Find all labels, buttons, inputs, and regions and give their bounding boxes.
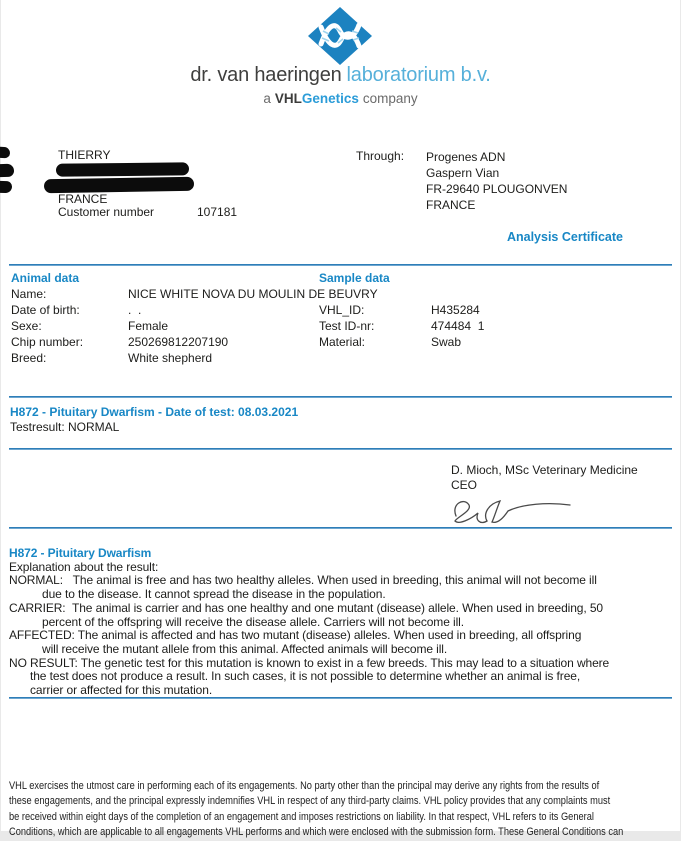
- data-section: [1, 271, 680, 371]
- through-line: Progenes ADN: [426, 150, 506, 164]
- footer-disclaimer: [9, 779, 681, 841]
- redaction-bar: [44, 177, 194, 193]
- through-block: [356, 149, 567, 213]
- redaction-edge-mark: [0, 164, 14, 178]
- lab-title: [1, 64, 680, 87]
- through-label: Through:: [356, 149, 405, 163]
- recipient-name: THIERRY: [58, 148, 111, 162]
- explanation-line-affected: will receive the mutant allele from this animal. Affected animals will become ill.: [42, 641, 448, 656]
- through-line: FRANCE: [426, 198, 476, 212]
- signature-scribble-icon: [446, 490, 578, 531]
- explanation-line-noresult: the test does not produce a result. In such cases, it is not possible to determine whether an animal is free,: [30, 669, 581, 684]
- material-label: Material:: [319, 335, 366, 349]
- redaction-bar: [56, 162, 189, 176]
- vhl-id-value: H435284: [431, 303, 480, 317]
- explanation-line-normal: due to the disease. It cannot spread the disease in the population.: [42, 587, 386, 602]
- test-result: Testresult: NORMAL: [10, 420, 120, 434]
- subtitle-company: company: [362, 91, 418, 106]
- sexe-value: Female: [128, 319, 169, 333]
- explanation-line-noresult: carrier or affected for this mutation.: [30, 683, 213, 698]
- explanation-line-carrier: CARRIER: The animal is carrier and has one healthy and one mutant (disease) allele. When used in breeding, 50: [9, 600, 603, 615]
- lab-title-dark: dr. van haeringen: [190, 64, 342, 86]
- signatory-role: CEO: [451, 478, 478, 492]
- lab-subtitle: [1, 91, 680, 106]
- breed-label: Breed:: [11, 351, 47, 365]
- chip-number-label: Chip number:: [11, 335, 84, 349]
- test-heading: H872 - Pituitary Dwarfism - Date of test: 08.03.2021: [10, 405, 299, 419]
- footer-disclaimer-line: be received within eight days of the completion of an engagement and imposes restrictions on liability. In that respect, VHL refers to its General: [9, 810, 594, 823]
- subtitle-a: a: [263, 91, 271, 106]
- sample-data-heading: Sample data: [319, 271, 390, 285]
- section-divider: [9, 396, 672, 398]
- recipient-country: FRANCE: [58, 192, 108, 206]
- explanation-section: [9, 547, 677, 698]
- footer-disclaimer-line: these engagements, and the principal expressly indemnifies VHL in respect of any third-party claims. VHL policy provides that any complaints must: [9, 795, 611, 808]
- redaction-edge-mark: [0, 181, 12, 194]
- subtitle-vhl: VHL: [274, 91, 302, 106]
- explanation-line-affected: AFFECTED: The animal is affected and has two mutant (disease) alleles. When used in breeding, all offspring: [9, 628, 582, 643]
- material-value: Swab: [431, 335, 462, 349]
- signatory-block: [451, 463, 638, 493]
- explanation-heading: H872 - Pituitary Dwarfism: [9, 546, 152, 560]
- sexe-label: Sexe:: [11, 319, 42, 333]
- footer-disclaimer-line: VHL exercises the utmost care in performing each of its engagements. No party other than the principal may derive any rights from the results of: [9, 780, 600, 792]
- through-line: FR-29640 PLOUGONVEN: [426, 182, 568, 196]
- name-label: Name:: [11, 287, 47, 301]
- redaction-edge-mark: [0, 147, 10, 159]
- certificate-title: Analysis Certificate: [506, 230, 623, 244]
- name-value: NICE WHITE NOVA DU MOULIN DE BEUVRY: [128, 287, 378, 301]
- analysis-certificate-page: [1, 0, 680, 839]
- dna-diamond-logo-icon: [308, 7, 372, 68]
- section-divider: [9, 448, 672, 450]
- through-line: Gaspern Vian: [426, 166, 500, 180]
- subtitle-genetics: Genetics: [301, 91, 359, 106]
- vhl-id-label: VHL_ID:: [319, 303, 365, 317]
- customer-number-label: Customer number: [58, 205, 155, 219]
- animal-data-heading: Animal data: [11, 271, 80, 285]
- section-divider: [9, 264, 672, 266]
- explanation-line-normal: NORMAL: The animal is free and has two healthy alleles. When used in breeding, this animal will not become ill: [9, 573, 597, 588]
- explanation-intro: Explanation about the result:: [9, 559, 159, 574]
- breed-value: White shepherd: [128, 351, 213, 365]
- explanation-line-noresult: NO RESULT: The genetic test for this mutation is known to exist in a few breeds. This may lead to a situation where: [9, 655, 610, 670]
- customer-number-value: 107181: [197, 205, 238, 219]
- through-address: [426, 149, 567, 213]
- date-of-birth-value: . .: [128, 303, 142, 317]
- customer-number-row: [58, 205, 237, 219]
- explanation-line-carrier: percent of the offspring will receive the disease allele. Carriers will not become ill.: [42, 614, 464, 629]
- signatory-name: D. Mioch, MSc Veterinary Medicine: [451, 463, 638, 477]
- chip-number-value: 250269812207190: [128, 335, 229, 349]
- test-id-label: Test ID-nr:: [319, 319, 375, 333]
- date-of-birth-label: Date of birth:: [11, 303, 80, 317]
- test-id-value: 474484 1: [431, 319, 485, 333]
- footer-disclaimer-line: Conditions, which are applicable to all engagements VHL performs and which were enclosed with the submission form. These General Conditions can: [9, 826, 624, 839]
- lab-title-blue: laboratorium b.v.: [346, 64, 491, 86]
